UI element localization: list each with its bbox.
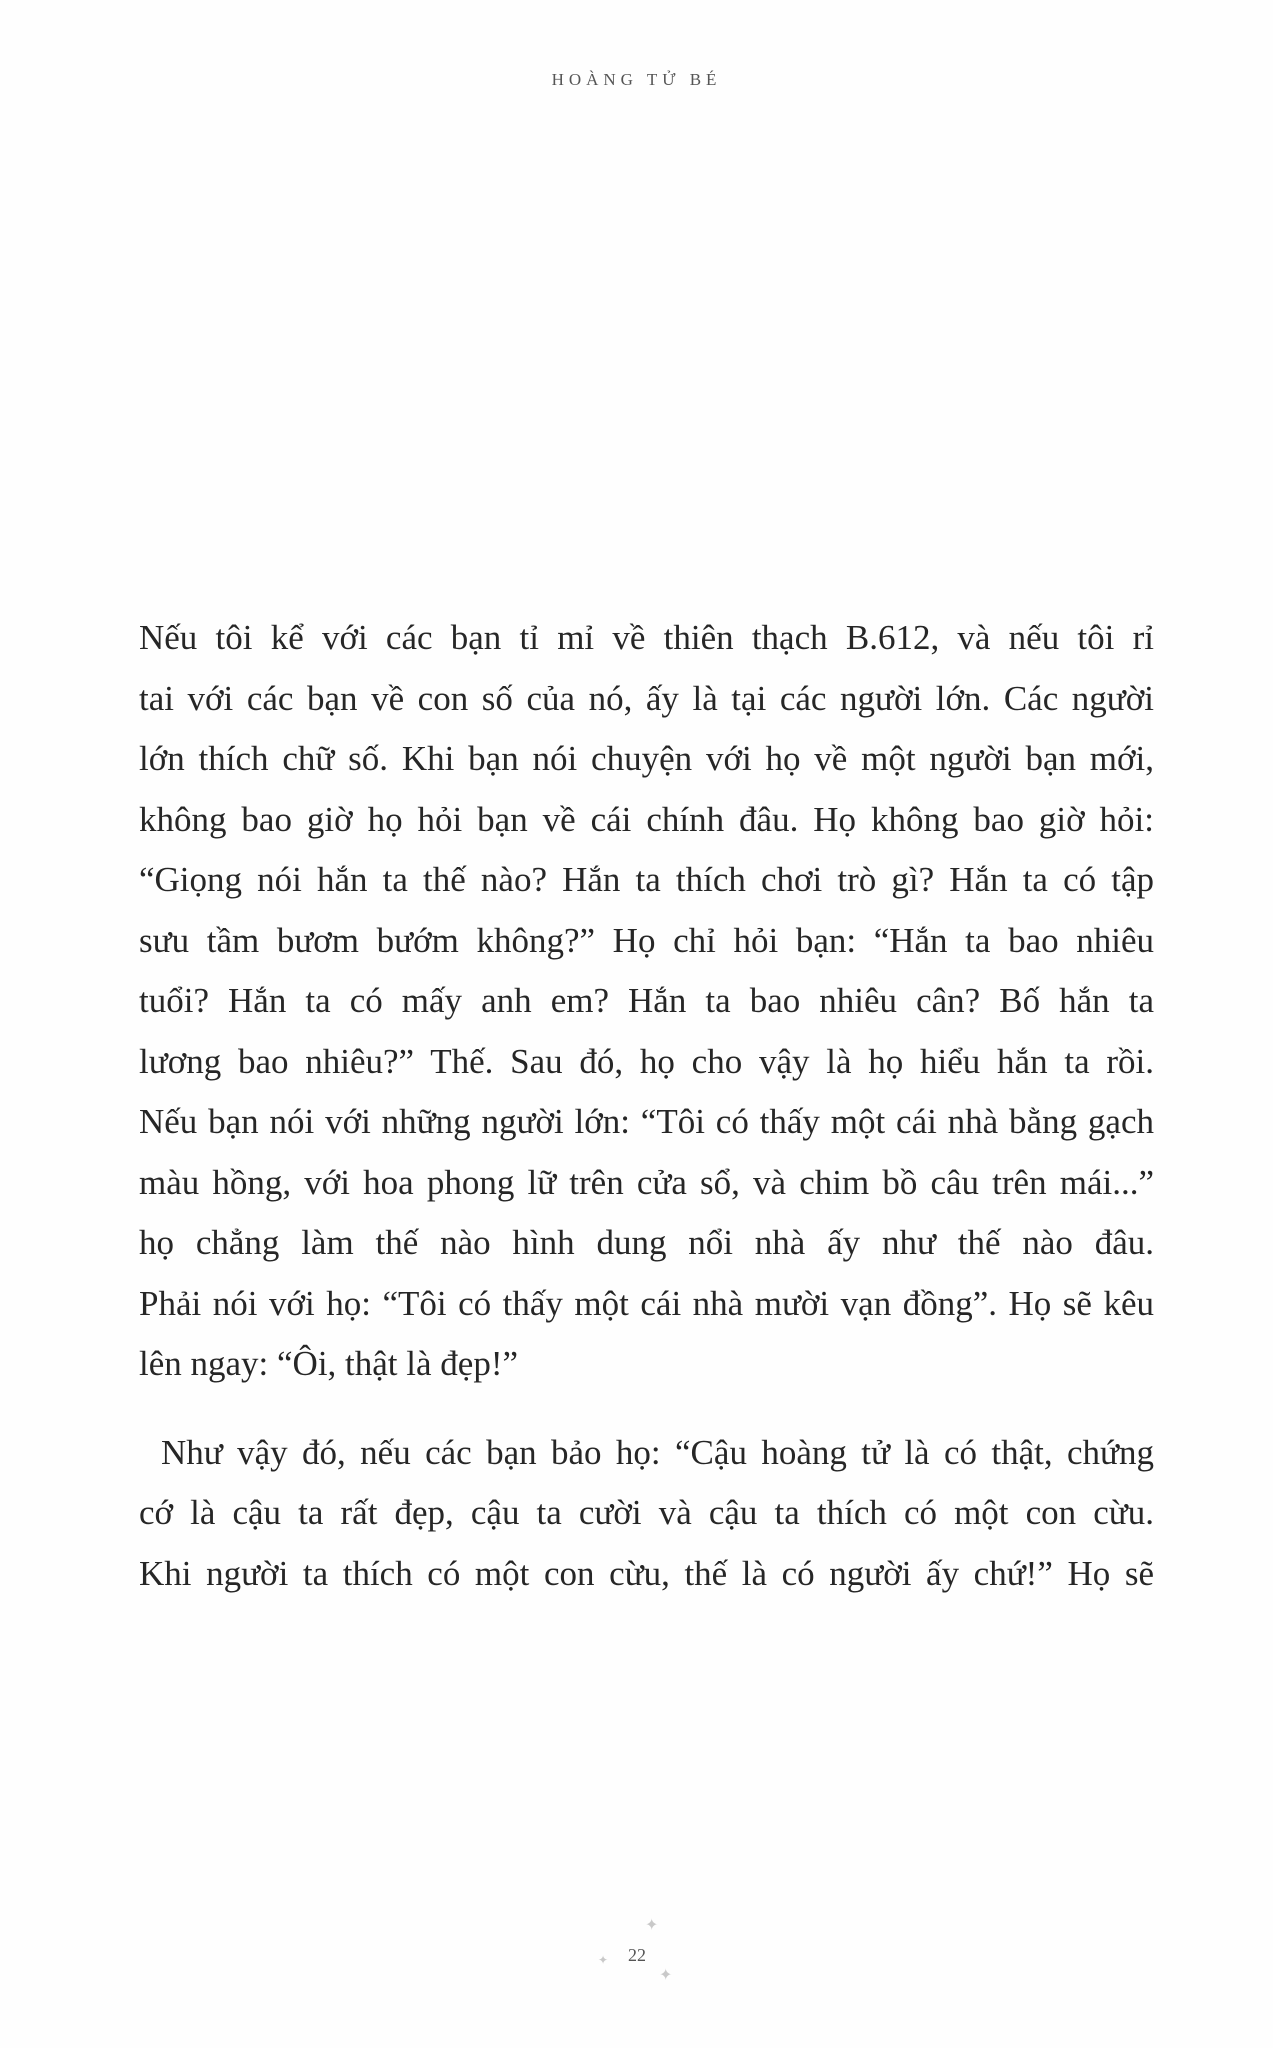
text-line: màu hồng, với hoa phong lữ trên cửa sổ, và chim bồ câu trên mái...” — [139, 1162, 1154, 1202]
running-header-title: HOÀNG TỬ BÉ — [551, 70, 722, 89]
star-icon: ✦ — [659, 1965, 673, 1984]
page-number: 22 — [628, 1945, 646, 1965]
paragraph-2 — [139, 1423, 1154, 1605]
text-line: Khi người ta thích có một con cừu, thế là có người ấy chứ!” Họ sẽ — [139, 1553, 1154, 1593]
paragraph-1 — [139, 608, 1154, 1395]
star-icon: ✦ — [598, 1953, 609, 1967]
text-line: Nếu bạn nói với những người lớn: “Tôi có thấy một cái nhà bằng gạch — [139, 1102, 1154, 1141]
text-line: tai với các bạn về con số của nó, ấy là tại các người lớn. Các người — [139, 678, 1154, 718]
text-line: tuổi? Hắn ta có mấy anh em? Hắn ta bao nhiêu cân? Bố hắn ta — [139, 981, 1154, 1020]
text-line: Phải nói với họ: “Tôi có thấy một cái nhà mười vạn đồng”. Họ sẽ kêu — [139, 1283, 1154, 1323]
text-line: Nếu tôi kể với các bạn tỉ mỉ về thiên thạch B.612, và nếu tôi rỉ — [139, 618, 1154, 657]
page-footer — [0, 1915, 1273, 1995]
text-line: sưu tầm bươm bướm không?” Họ chỉ hỏi bạn: “Hắn ta bao nhiêu — [139, 920, 1154, 960]
body-text — [139, 608, 1154, 1604]
star-icon: ✦ — [645, 1915, 659, 1934]
text-line: họ chẳng làm thế nào hình dung nổi nhà ấy như thế nào đâu. — [139, 1223, 1154, 1262]
text-line: lên ngay: “Ôi, thật là đẹp!” — [139, 1344, 519, 1383]
text-line: lớn thích chữ số. Khi bạn nói chuyện với họ về một người bạn mới, — [139, 739, 1154, 778]
text-line: Như vậy đó, nếu các bạn bảo họ: “Cậu hoàng tử là có thật, chứng — [161, 1432, 1154, 1472]
text-line: không bao giờ họ hỏi bạn về cái chính đâu. Họ không bao giờ hỏi: — [139, 799, 1154, 839]
text-line: cớ là cậu ta rất đẹp, cậu ta cười và cậu ta thích có một con cừu. — [139, 1493, 1154, 1532]
text-line: “Giọng nói hắn ta thế nào? Hắn ta thích chơi trò gì? Hắn ta có tập — [139, 860, 1154, 899]
text-line: lương bao nhiêu?” Thế. Sau đó, họ cho vậy là họ hiểu hắn ta rồi. — [139, 1041, 1154, 1081]
